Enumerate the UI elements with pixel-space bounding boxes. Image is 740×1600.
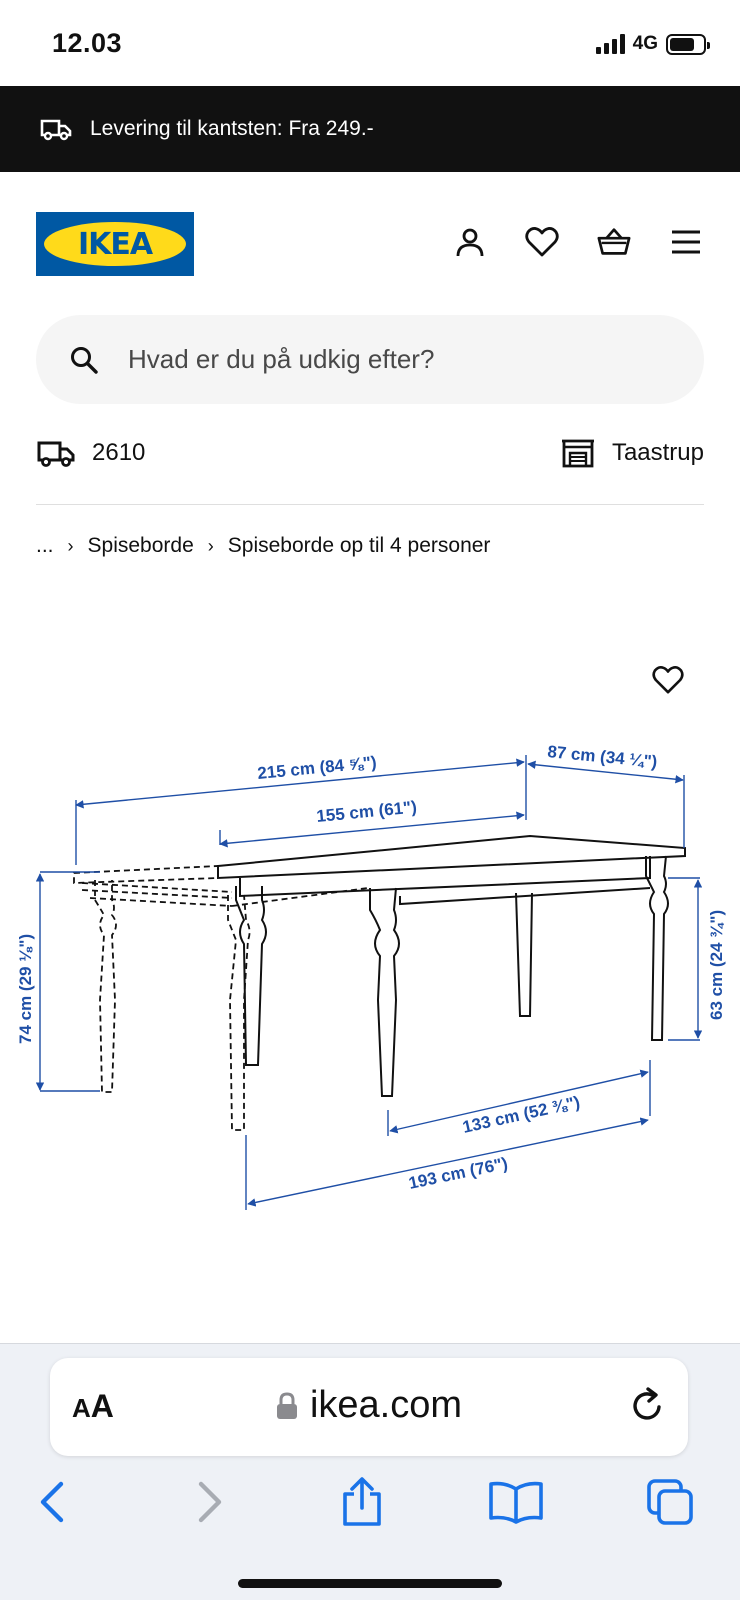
store-name: Taastrup [611,439,704,466]
bookmarks-button[interactable] [486,1472,546,1532]
dim-leg-span: 133 cm (52 ⅜") [460,1092,582,1137]
book-icon [487,1480,545,1524]
reload-button[interactable] [628,1386,668,1426]
chevron-right-icon: › [207,535,214,556]
chevron-right-icon: › [67,535,74,556]
breadcrumb-item-current[interactable]: Spiseborde op til 4 personer [227,534,491,557]
delivery-banner-text: Levering til kantsten: Fra 249.- [90,117,374,140]
reader-options-button[interactable]: AA [72,1388,114,1424]
browser-toolbar [0,1343,740,1600]
address-bar[interactable] [50,1358,688,1456]
browser-nav-row [0,1472,740,1532]
tabs-icon [645,1477,695,1527]
dim-height: 74 cm (29 ⅛") [16,933,35,1044]
tabs-button[interactable] [640,1472,700,1532]
lock-icon [276,1392,298,1420]
table-illustration [74,836,685,1130]
dim-leg-span-extended: 193 cm (76") [406,1153,510,1193]
dimension-lines [40,752,700,1210]
forward-button[interactable] [180,1472,240,1532]
dim-length: 155 cm (61") [315,797,418,826]
share-icon [339,1476,385,1528]
breadcrumb-ellipsis[interactable]: ... [36,534,54,557]
back-button[interactable] [22,1472,82,1532]
share-button[interactable] [332,1472,392,1532]
chevron-left-icon [37,1480,67,1524]
status-time: 12.03 [52,28,123,58]
dim-extended-length: 215 cm (84 ⅝") [256,752,378,783]
reload-icon [628,1386,668,1426]
dim-leg-clearance: 63 cm (24 ¾") [707,909,726,1020]
logo-text: IKEA [77,226,153,262]
url-display[interactable] [50,1384,688,1427]
delivery-postcode: 2610 [92,439,146,466]
network-type: 4G [632,33,658,54]
url-text: ikea.com [309,1384,463,1426]
chevron-right-icon [195,1480,225,1524]
breadcrumb-item-spiseborde[interactable]: Spiseborde [87,534,194,557]
dim-width: 87 cm (34 ¼") [546,742,659,772]
home-indicator [238,1579,502,1588]
